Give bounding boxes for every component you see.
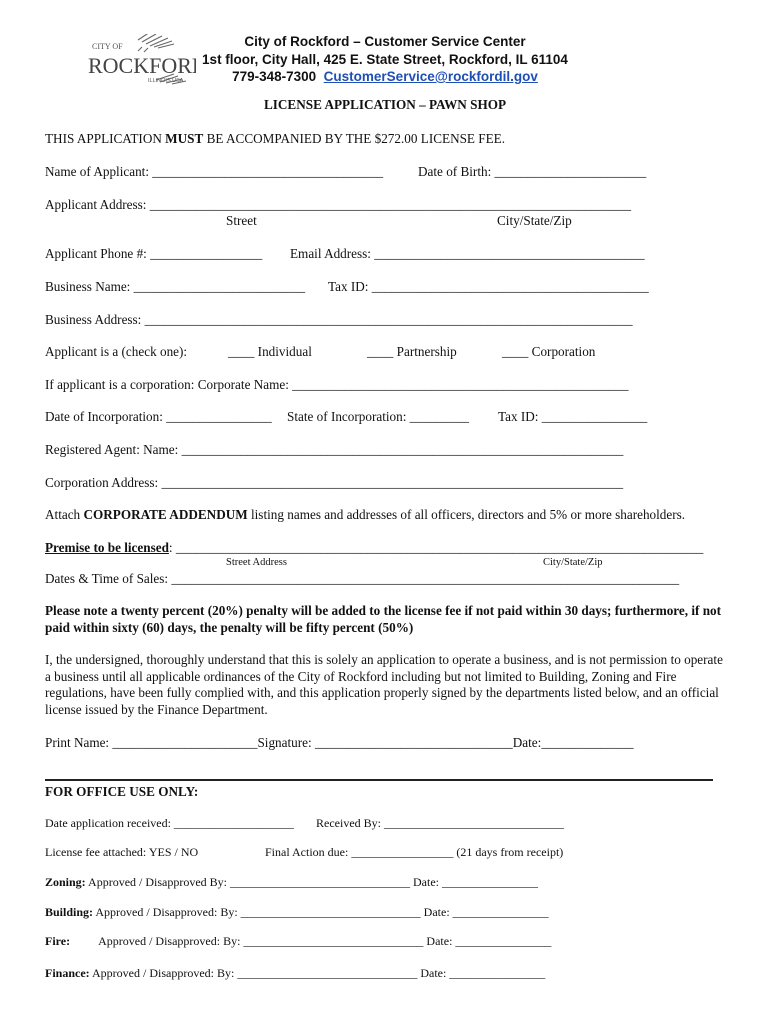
header-phone: 779-348-7300 <box>232 69 317 84</box>
tax-id-field[interactable]: Tax ID: __________________________________________ <box>328 279 649 294</box>
premise-street-caption: Street Address <box>226 557 287 568</box>
zoning-approval-row[interactable]: Zoning: Approved / Disapproved By: ______________________________ Date: ________________ <box>45 875 538 889</box>
registered-agent-field[interactable]: Registered Agent: Name: ___________________________________________________________________ <box>45 442 624 457</box>
street-caption: Street <box>226 213 257 228</box>
svg-text:ROCKFORD: ROCKFORD <box>88 53 196 78</box>
signature-line[interactable]: Print Name: ______________________Signature: ______________________________Date:______________ <box>45 735 634 750</box>
header-center-name: City of Rockford – Customer Service Center <box>244 34 526 49</box>
city-state-zip-caption: City/State/Zip <box>497 213 572 228</box>
date-of-incorporation-field[interactable]: Date of Incorporation: ________________ <box>45 409 272 424</box>
business-name-field[interactable]: Business Name: __________________________ <box>45 279 306 294</box>
applicant-name-field[interactable]: Name of Applicant: ___________________________________ <box>45 164 384 179</box>
office-use-title: FOR OFFICE USE ONLY: <box>45 784 199 799</box>
option-corporation[interactable]: ____ Corporation <box>502 344 596 359</box>
dates-time-of-sales-field[interactable]: Dates & Time of Sales: _____________________________________________________________________________ <box>45 571 680 586</box>
received-by-field[interactable]: Received By: ______________________________ <box>316 816 564 830</box>
header-email-link[interactable]: CustomerService@rockfordil.gov <box>323 69 538 84</box>
check-one-label: Applicant is a (check one): <box>45 344 188 359</box>
email-address-field[interactable]: Email Address: _________________________________________ <box>290 246 645 261</box>
corporate-addendum-note: Attach CORPORATE ADDENDUM listing names and addresses of all officers, directors and 5% or more shareholders. <box>45 507 686 522</box>
dob-field[interactable]: Date of Birth: _______________________ <box>418 164 647 179</box>
applicant-address-field[interactable]: Applicant Address: _________________________________________________________________________ <box>45 197 632 212</box>
date-received-field[interactable]: Date application received: ____________________ <box>45 816 294 830</box>
premise-csz-caption: City/State/Zip <box>543 557 603 568</box>
header-address: 1st floor, City Hall, 425 E. State Street, Rockford, IL 61104 <box>202 52 568 67</box>
premise-label: Premise to be licensed <box>45 540 169 555</box>
premise-field[interactable]: Premise to be licensed: ________________________________________________________________________________ <box>45 540 704 555</box>
final-action-field[interactable]: Final Action due: _________________ (21 days from receipt) <box>265 845 564 859</box>
fee-attached-field[interactable]: License fee attached: YES / NO <box>45 845 199 859</box>
svg-text:CITY OF: CITY OF <box>92 42 123 51</box>
declaration-text: I, the undersigned, thoroughly understand that this is solely an application to operate a business, and is not permission to operate a business until all applicable ordinances of the City of Rockford including but not limited to Building, Zoning and Fire regulations, have been fully complied with, and this application properly signed by the departments listed below, and an official license issued by the Finance Department. <box>45 652 723 717</box>
penalty-notice: Please note a twenty percent (20%) penalty will be added to the license fee if not paid within 30 days; furthermore, if not paid within sixty (60) days, the penalty will be fifty percent (50%) <box>45 603 722 635</box>
business-address-field[interactable]: Business Address: __________________________________________________________________________ <box>45 312 633 327</box>
option-individual[interactable]: ____ Individual <box>228 344 312 359</box>
office-divider <box>45 779 713 781</box>
fire-approval-row[interactable]: Fire: Approved / Disapproved: By: ______________________________ Date: ________________ <box>45 934 552 948</box>
option-partnership[interactable]: ____ Partnership <box>367 344 457 359</box>
corporate-name-field[interactable]: If applicant is a corporation: Corporate Name: ___________________________________________________ <box>45 377 629 392</box>
fee-notice: THIS APPLICATION MUST BE ACCOMPANIED BY THE $272.00 LICENSE FEE. <box>45 131 506 146</box>
form-title: LICENSE APPLICATION – PAWN SHOP <box>263 97 507 112</box>
svg-text:ILLINOIS USA: ILLINOIS USA <box>148 78 184 84</box>
corp-tax-id-field[interactable]: Tax ID: ________________ <box>498 409 648 424</box>
header-contact <box>0 69 770 84</box>
building-approval-row[interactable]: Building: Approved / Disapproved: By: ______________________________ Date: ________________ <box>45 905 549 919</box>
applicant-phone-field[interactable]: Applicant Phone #: _________________ <box>45 246 263 261</box>
state-of-incorporation-field[interactable]: State of Incorporation: _________ <box>287 409 470 424</box>
finance-approval-row[interactable]: Finance: Approved / Disapproved: By: ______________________________ Date: ________________ <box>45 966 546 980</box>
corporation-address-field[interactable]: Corporation Address: ______________________________________________________________________ <box>45 475 624 490</box>
